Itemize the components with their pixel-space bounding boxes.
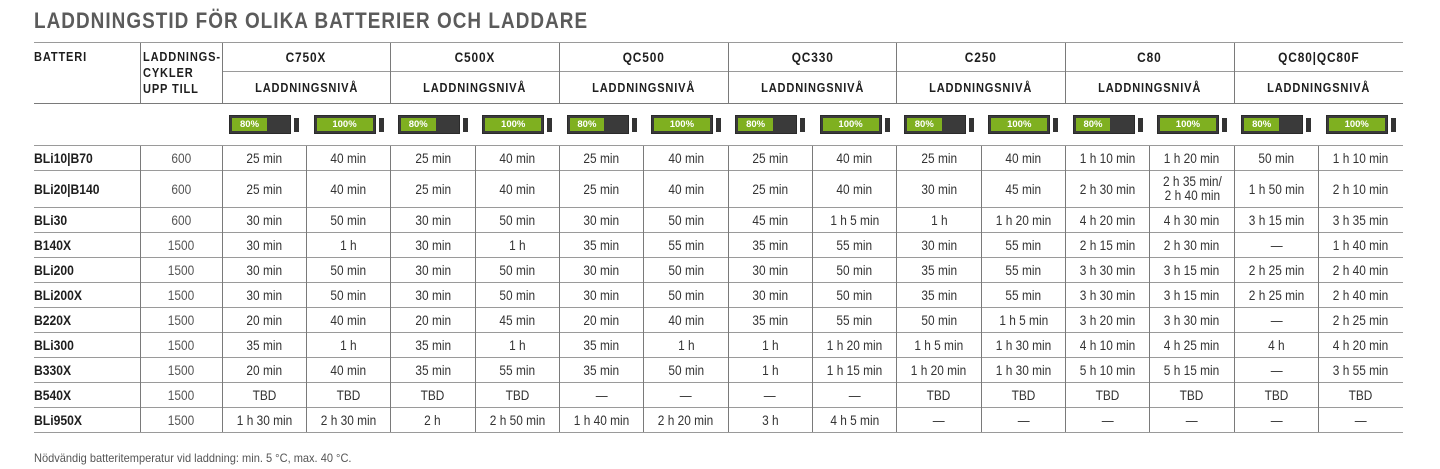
charge-time: 1 h 30 min: [981, 358, 1065, 383]
charge-time: 2 h 35 min/ 2 h 40 min: [1150, 171, 1234, 208]
charge-time: 3 h 30 min: [1065, 258, 1149, 283]
battery-icon: [820, 115, 890, 134]
battery-level-label: 100%: [823, 118, 879, 131]
battery-column-header: BATTERI: [34, 43, 140, 104]
battery-icon: [229, 115, 299, 134]
charge-time: 55 min: [644, 233, 728, 258]
battery-level-label: 80%: [570, 118, 605, 131]
charge-time: 50 min: [644, 358, 728, 383]
battery-name: BLi10|B70: [34, 146, 140, 171]
charge-time: 40 min: [306, 308, 390, 333]
table-row: [34, 233, 1403, 258]
battery-icon: [1326, 115, 1396, 134]
battery-level-cell: [1318, 104, 1403, 146]
battery-level-label: 100%: [317, 118, 373, 131]
battery-name: B220X: [34, 308, 140, 333]
charge-time: 1 h 30 min: [222, 408, 306, 433]
charge-time: —: [812, 383, 896, 408]
charge-time: 30 min: [222, 258, 306, 283]
charge-time: 2 h 25 min: [1234, 283, 1318, 308]
charge-time: 1 h 10 min: [1318, 146, 1403, 171]
charge-time: 3 h 15 min: [1150, 258, 1234, 283]
charge-time: 35 min: [897, 258, 981, 283]
battery-level-cell: [391, 104, 475, 146]
charge-time: 20 min: [559, 308, 643, 333]
charge-time: 50 min: [475, 208, 559, 233]
charge-time: —: [1234, 308, 1318, 333]
charge-time: —: [1318, 408, 1403, 433]
charge-time: 30 min: [222, 208, 306, 233]
battery-name: BLi300: [34, 333, 140, 358]
charge-time: 25 min: [391, 146, 475, 171]
charge-time: 2 h 30 min: [306, 408, 390, 433]
charge-time: 35 min: [728, 233, 812, 258]
battery-level-cell: [1065, 104, 1149, 146]
charge-time: 45 min: [728, 208, 812, 233]
charge-time: 55 min: [981, 283, 1065, 308]
charge-time: 50 min: [475, 258, 559, 283]
battery-level-cell: [897, 104, 981, 146]
charge-time: TBD: [981, 383, 1065, 408]
charge-time: 1 h 20 min: [897, 358, 981, 383]
charge-time: 35 min: [559, 233, 643, 258]
table-row: [34, 283, 1403, 308]
charge-cycles: 1500: [140, 383, 222, 408]
battery-name: B540X: [34, 383, 140, 408]
charge-time: 40 min: [981, 146, 1065, 171]
charge-time: 35 min: [897, 283, 981, 308]
charger-header-c750x: C750X: [222, 43, 391, 72]
charge-time: 40 min: [475, 171, 559, 208]
battery-level-cell: [728, 104, 812, 146]
charge-time: 4 h 25 min: [1150, 333, 1234, 358]
charge-time: TBD: [1234, 383, 1318, 408]
charger-header-c250: C250: [897, 43, 1066, 72]
charge-time: 3 h 20 min: [1065, 308, 1149, 333]
battery-level-label: 80%: [1076, 118, 1111, 131]
charge-time: 30 min: [222, 233, 306, 258]
charge-time: 20 min: [391, 308, 475, 333]
battery-level-label: 100%: [1160, 118, 1216, 131]
charge-time: 50 min: [897, 308, 981, 333]
charge-time: —: [1150, 408, 1234, 433]
charge-cycles: 1500: [140, 408, 222, 433]
charger-header-qc330: QC330: [728, 43, 897, 72]
charge-time: 1 h: [728, 358, 812, 383]
charge-time: 40 min: [306, 171, 390, 208]
charge-time: TBD: [391, 383, 475, 408]
charge-time: 35 min: [391, 358, 475, 383]
charge-time: 2 h 25 min: [1318, 308, 1403, 333]
charge-time: 2 h 40 min: [1318, 258, 1403, 283]
charge-time: 2 h 10 min: [1318, 171, 1403, 208]
charge-time: 40 min: [644, 308, 728, 333]
charge-time: 2 h 40 min: [1318, 283, 1403, 308]
charge-time: 30 min: [222, 283, 306, 308]
charge-time: 2 h 20 min: [644, 408, 728, 433]
charge-time: 40 min: [644, 146, 728, 171]
battery-level-label: 80%: [738, 118, 773, 131]
table-row: [34, 258, 1403, 283]
battery-icon: [482, 115, 552, 134]
charge-time: 2 h 25 min: [1234, 258, 1318, 283]
charge-time: 50 min: [644, 283, 728, 308]
battery-icon: [314, 115, 384, 134]
battery-level-label: 80%: [1244, 118, 1279, 131]
battery-name: BLi20|B140: [34, 171, 140, 208]
charge-time: —: [897, 408, 981, 433]
battery-name: B140X: [34, 233, 140, 258]
charge-time: 55 min: [812, 233, 896, 258]
charge-time: 1 h: [306, 333, 390, 358]
battery-level-label: 80%: [907, 118, 942, 131]
charge-cycles: 600: [140, 208, 222, 233]
table-row: [34, 358, 1403, 383]
charge-time: 30 min: [897, 233, 981, 258]
charge-time: 30 min: [391, 258, 475, 283]
battery-level-label: 100%: [991, 118, 1047, 131]
charge-time: 1 h 20 min: [812, 333, 896, 358]
charge-time: 2 h 50 min: [475, 408, 559, 433]
charge-time: 4 h 20 min: [1318, 333, 1403, 358]
level-header: LADDNINGSNIVÅ: [222, 72, 391, 104]
charge-time: 50 min: [475, 283, 559, 308]
battery-name: BLi950X: [34, 408, 140, 433]
charge-cycles: 600: [140, 146, 222, 171]
table-row: [34, 383, 1403, 408]
charge-time: —: [1234, 233, 1318, 258]
charge-time: 30 min: [559, 208, 643, 233]
battery-icon: [1073, 115, 1143, 134]
charge-time: 50 min: [306, 283, 390, 308]
table-row: [34, 208, 1403, 233]
battery-level-label: 80%: [401, 118, 436, 131]
battery-level-cell: [306, 104, 390, 146]
charge-time: 1 h 15 min: [812, 358, 896, 383]
charge-time: 1 h: [306, 233, 390, 258]
charge-time: 1 h: [475, 233, 559, 258]
table-row: [34, 171, 1403, 208]
charge-time: 1 h 10 min: [1065, 146, 1149, 171]
charge-cycles: 1500: [140, 258, 222, 283]
charge-time: 5 h 15 min: [1150, 358, 1234, 383]
charge-time: 1 h 40 min: [1318, 233, 1403, 258]
charge-time: 30 min: [559, 258, 643, 283]
battery-level-cell: [559, 104, 643, 146]
charge-time: 40 min: [475, 146, 559, 171]
charge-time: 20 min: [222, 358, 306, 383]
charge-time: 25 min: [222, 171, 306, 208]
battery-level-cell: [812, 104, 896, 146]
charge-time: 2 h 15 min: [1065, 233, 1149, 258]
level-header: LADDNINGSNIVÅ: [559, 72, 728, 104]
battery-level-icons-row: [34, 104, 1403, 146]
page-title: LADDNINGSTID FÖR OLIKA BATTERIER OCH LADDARE: [34, 8, 589, 33]
charge-time: 4 h 30 min: [1150, 208, 1234, 233]
charge-cycles: 1500: [140, 283, 222, 308]
charge-time: 50 min: [1234, 146, 1318, 171]
charge-time: 1 h 5 min: [981, 308, 1065, 333]
charge-time: TBD: [1150, 383, 1234, 408]
battery-level-cell: [1150, 104, 1234, 146]
battery-name: BLi200: [34, 258, 140, 283]
charge-time: 1 h 5 min: [812, 208, 896, 233]
charge-time: 35 min: [728, 308, 812, 333]
charge-time: 25 min: [559, 171, 643, 208]
charge-time: 50 min: [644, 208, 728, 233]
charging-time-table: [34, 42, 1403, 433]
charge-time: 1 h: [728, 333, 812, 358]
battery-icon: [988, 115, 1058, 134]
battery-icon: [398, 115, 468, 134]
charge-time: 30 min: [391, 233, 475, 258]
level-header: LADDNINGSNIVÅ: [1234, 72, 1403, 104]
charger-header-qc500: QC500: [559, 43, 728, 72]
charge-cycles: 1500: [140, 358, 222, 383]
charge-cycles: 600: [140, 171, 222, 208]
table-row: [34, 408, 1403, 433]
charge-time: 1 h 50 min: [1234, 171, 1318, 208]
battery-level-cell: [1234, 104, 1318, 146]
cycles-column-header: LADDNINGS- CYKLER UPP TILL: [140, 43, 222, 104]
charge-time: TBD: [897, 383, 981, 408]
battery-icon: [651, 115, 721, 134]
battery-name: B330X: [34, 358, 140, 383]
battery-icon: [904, 115, 974, 134]
charge-time: 4 h: [1234, 333, 1318, 358]
charge-time: 40 min: [306, 146, 390, 171]
charge-time: 50 min: [306, 258, 390, 283]
charge-time: 30 min: [728, 283, 812, 308]
charge-time: 1 h 20 min: [1150, 146, 1234, 171]
charge-time: TBD: [306, 383, 390, 408]
charge-time: 25 min: [391, 171, 475, 208]
charge-time: 30 min: [391, 283, 475, 308]
charge-time: 35 min: [559, 358, 643, 383]
charge-time: 35 min: [222, 333, 306, 358]
charge-time: 35 min: [391, 333, 475, 358]
charge-time: 40 min: [812, 146, 896, 171]
battery-level-label: 100%: [654, 118, 710, 131]
charge-time: 50 min: [812, 283, 896, 308]
charge-time: 3 h 55 min: [1318, 358, 1403, 383]
charge-time: 50 min: [812, 258, 896, 283]
charge-time: 3 h 15 min: [1150, 283, 1234, 308]
charge-time: 1 h 30 min: [981, 333, 1065, 358]
battery-icon: [1157, 115, 1227, 134]
charge-cycles: 1500: [140, 308, 222, 333]
charge-time: 30 min: [391, 208, 475, 233]
charger-header-qc80: QC80|QC80F: [1234, 43, 1403, 72]
charge-time: 55 min: [475, 358, 559, 383]
charge-time: 4 h 10 min: [1065, 333, 1149, 358]
table-row: [34, 308, 1403, 333]
battery-icon: [567, 115, 637, 134]
charge-time: 25 min: [222, 146, 306, 171]
charge-time: 1 h 5 min: [897, 333, 981, 358]
charge-time: 25 min: [897, 146, 981, 171]
charge-time: 3 h: [728, 408, 812, 433]
charge-time: 50 min: [306, 208, 390, 233]
charge-time: 45 min: [475, 308, 559, 333]
footnote: Nödvändig batteritemperatur vid laddning: min. 5 °C, max. 40 °C.: [34, 451, 352, 465]
battery-level-cell: [981, 104, 1065, 146]
charge-time: 55 min: [981, 258, 1065, 283]
charge-time: 25 min: [728, 146, 812, 171]
level-header: LADDNINGSNIVÅ: [897, 72, 1066, 104]
battery-name: BLi30: [34, 208, 140, 233]
charge-cycles: 1500: [140, 333, 222, 358]
charge-time: 1 h: [475, 333, 559, 358]
charge-time: 40 min: [644, 171, 728, 208]
battery-icon: [1241, 115, 1311, 134]
table-body: [34, 146, 1403, 433]
charge-time: 55 min: [812, 308, 896, 333]
battery-level-cell: [222, 104, 306, 146]
charge-time: 55 min: [981, 233, 1065, 258]
charge-time: TBD: [222, 383, 306, 408]
charge-time: —: [981, 408, 1065, 433]
battery-name: BLi200X: [34, 283, 140, 308]
charge-time: 25 min: [559, 146, 643, 171]
charge-time: 25 min: [728, 171, 812, 208]
battery-level-cell: [475, 104, 559, 146]
charge-time: 4 h 5 min: [812, 408, 896, 433]
charge-time: 1 h: [897, 208, 981, 233]
table-row: [34, 146, 1403, 171]
charge-cycles: 1500: [140, 233, 222, 258]
charge-time: 30 min: [897, 171, 981, 208]
battery-level-label: 100%: [1329, 118, 1385, 131]
charge-time: —: [1234, 358, 1318, 383]
charge-time: 3 h 30 min: [1065, 283, 1149, 308]
charge-time: 2 h: [391, 408, 475, 433]
charge-time: 35 min: [559, 333, 643, 358]
level-header: LADDNINGSNIVÅ: [728, 72, 897, 104]
charge-time: —: [559, 383, 643, 408]
charge-time: 3 h 15 min: [1234, 208, 1318, 233]
charge-time: TBD: [1065, 383, 1149, 408]
charge-time: 45 min: [981, 171, 1065, 208]
charge-time: 5 h 10 min: [1065, 358, 1149, 383]
charge-time: 1 h: [644, 333, 728, 358]
battery-level-label: 100%: [485, 118, 541, 131]
charger-header-c80: C80: [1065, 43, 1234, 72]
charge-time: 1 h 20 min: [981, 208, 1065, 233]
charge-time: 40 min: [812, 171, 896, 208]
charger-header-c500x: C500X: [391, 43, 560, 72]
charge-time: 2 h 30 min: [1150, 233, 1234, 258]
charge-time: 30 min: [728, 258, 812, 283]
charge-time: 1 h 40 min: [559, 408, 643, 433]
charge-time: —: [728, 383, 812, 408]
charge-time: —: [644, 383, 728, 408]
charge-time: 30 min: [559, 283, 643, 308]
level-header: LADDNINGSNIVÅ: [1065, 72, 1234, 104]
battery-level-label: 80%: [232, 118, 267, 131]
charge-time: TBD: [1318, 383, 1403, 408]
charge-time: 3 h 35 min: [1318, 208, 1403, 233]
charge-time: 40 min: [306, 358, 390, 383]
level-header: LADDNINGSNIVÅ: [391, 72, 560, 104]
charge-time: —: [1065, 408, 1149, 433]
table-row: [34, 333, 1403, 358]
charge-time: 3 h 30 min: [1150, 308, 1234, 333]
charge-time: TBD: [475, 383, 559, 408]
battery-level-cell: [644, 104, 728, 146]
charge-time: 4 h 20 min: [1065, 208, 1149, 233]
charge-time: —: [1234, 408, 1318, 433]
battery-icon: [735, 115, 805, 134]
charge-time: 20 min: [222, 308, 306, 333]
charge-time: 2 h 30 min: [1065, 171, 1149, 208]
charge-time: 50 min: [644, 258, 728, 283]
